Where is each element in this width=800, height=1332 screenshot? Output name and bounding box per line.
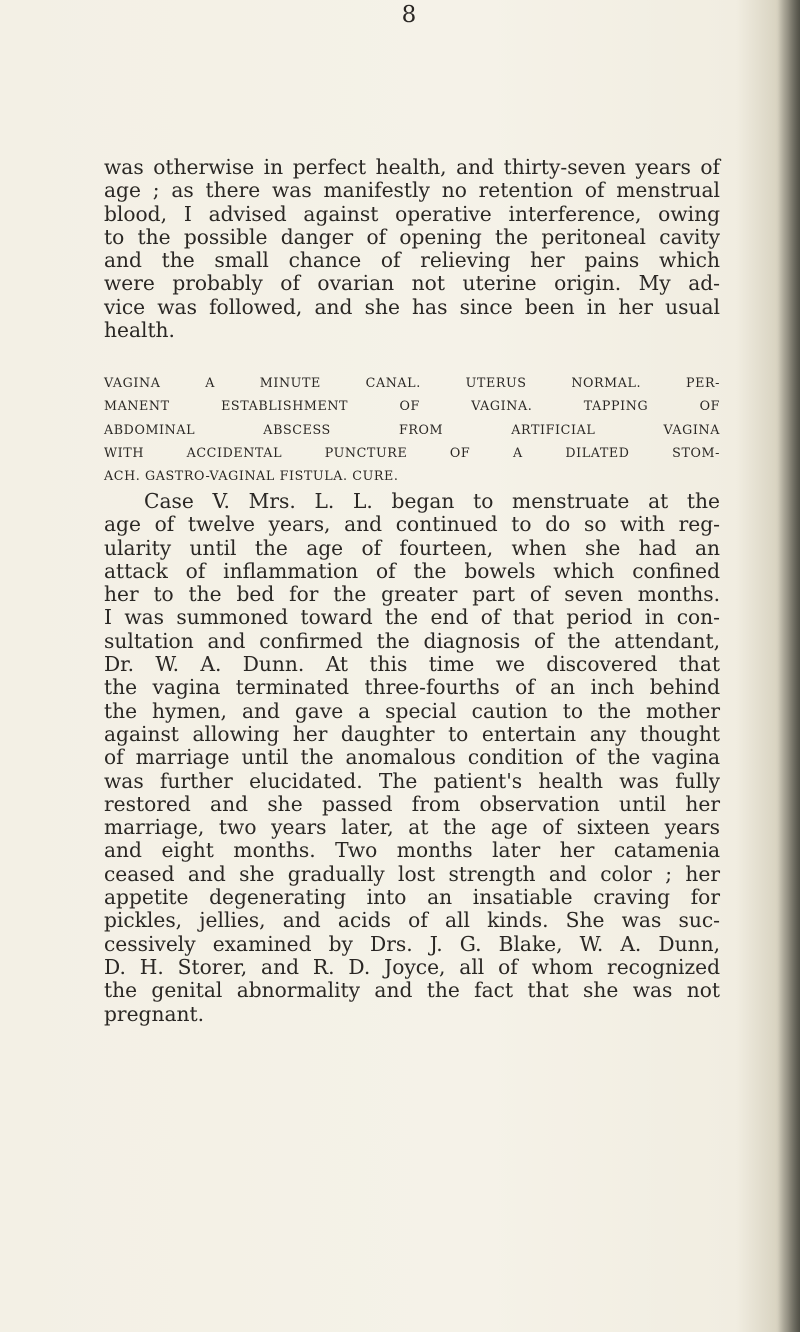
paragraph-line: marriage, two years later, at the age of sixteen years bbox=[104, 815, 720, 840]
paragraph-line: pregnant. bbox=[104, 1001, 205, 1026]
page-edge-shadow bbox=[778, 0, 800, 1332]
section-heading bbox=[104, 371, 720, 487]
page-number: 8 bbox=[401, 2, 417, 28]
paragraph-line: and the small chance of relieving her pains which bbox=[104, 248, 720, 273]
paragraph-line: ularity until the age of fourteen, when she had an bbox=[104, 535, 720, 560]
paragraph-line: was further elucidated. The patient's health was fully bbox=[104, 768, 720, 793]
paragraph-line: to the possible danger of opening the peritoneal cavity bbox=[104, 224, 720, 249]
paragraph-1 bbox=[104, 156, 720, 342]
paragraph-line: was otherwise in perfect health, and thirty-seven years of bbox=[104, 155, 720, 179]
paragraph-line: Case V. Mrs. L. L. began to menstruate at the bbox=[144, 489, 720, 513]
paragraph-line: health. bbox=[104, 318, 175, 343]
paragraph-line: vice was followed, and she has since been in her usual bbox=[104, 294, 720, 319]
paragraph-line: against allowing her daughter to entertain any thought bbox=[104, 721, 720, 746]
paragraph-line: Dr. W. A. Dunn. At this time we discovered that bbox=[104, 652, 720, 677]
paragraph-line: age ; as there was manifestly no retention of menstrual bbox=[104, 178, 720, 203]
heading-line: ABDOMINAL ABSCESS FROM ARTIFICIAL VAGINA bbox=[104, 421, 720, 437]
heading-line: MANENT ESTABLISHMENT OF VAGINA. TAPPING OF bbox=[104, 398, 720, 414]
heading-line: WITH ACCIDENTAL PUNCTURE OF A DILATED STOM- bbox=[104, 444, 720, 460]
paragraph-line: attack of inflammation of the bowels which confined bbox=[104, 558, 720, 583]
paragraph-line: cessively examined by Drs. J. G. Blake, W. A. Dunn, bbox=[104, 931, 720, 956]
heading-line: VAGINA A MINUTE CANAL. UTERUS NORMAL. PER- bbox=[104, 375, 720, 390]
paragraph-line: of marriage until the anomalous condition of the vagina bbox=[104, 745, 720, 770]
paragraph-2 bbox=[104, 490, 720, 1026]
paragraph-line: her to the bed for the greater part of seven months. bbox=[104, 582, 720, 607]
paragraph-line: the vagina terminated three-fourths of an inch behind bbox=[104, 675, 720, 700]
paragraph-line: appetite degenerating into an insatiable craving for bbox=[104, 885, 720, 910]
paragraph-line: I was summoned toward the end of that period in con- bbox=[104, 605, 720, 630]
paragraph-line: ceased and she gradually lost strength and color ; her bbox=[104, 861, 720, 886]
paragraph-line: were probably of ovarian not uterine origin. My ad- bbox=[104, 271, 720, 296]
paragraph-line: the genital abnormality and the fact that she was not bbox=[104, 978, 720, 1003]
paragraph-line: sultation and confirmed the diagnosis of the attendant, bbox=[104, 628, 720, 653]
paragraph-line: pickles, jellies, and acids of all kinds. She was suc- bbox=[104, 908, 720, 933]
paragraph-line: the hymen, and gave a special caution to the mother bbox=[104, 698, 720, 723]
paragraph-line: and eight months. Two months later her catamenia bbox=[104, 838, 720, 863]
paragraph-line: blood, I advised against operative interference, owing bbox=[104, 201, 720, 226]
paragraph-line: D. H. Storer, and R. D. Joyce, all of whom recognized bbox=[104, 954, 720, 979]
paragraph-line: age of twelve years, and continued to do so with reg- bbox=[104, 512, 720, 537]
paragraph-line: restored and she passed from observation until her bbox=[104, 791, 720, 816]
heading-line: ACH. GASTRO-VAGINAL FISTULA. CURE. bbox=[104, 468, 399, 484]
